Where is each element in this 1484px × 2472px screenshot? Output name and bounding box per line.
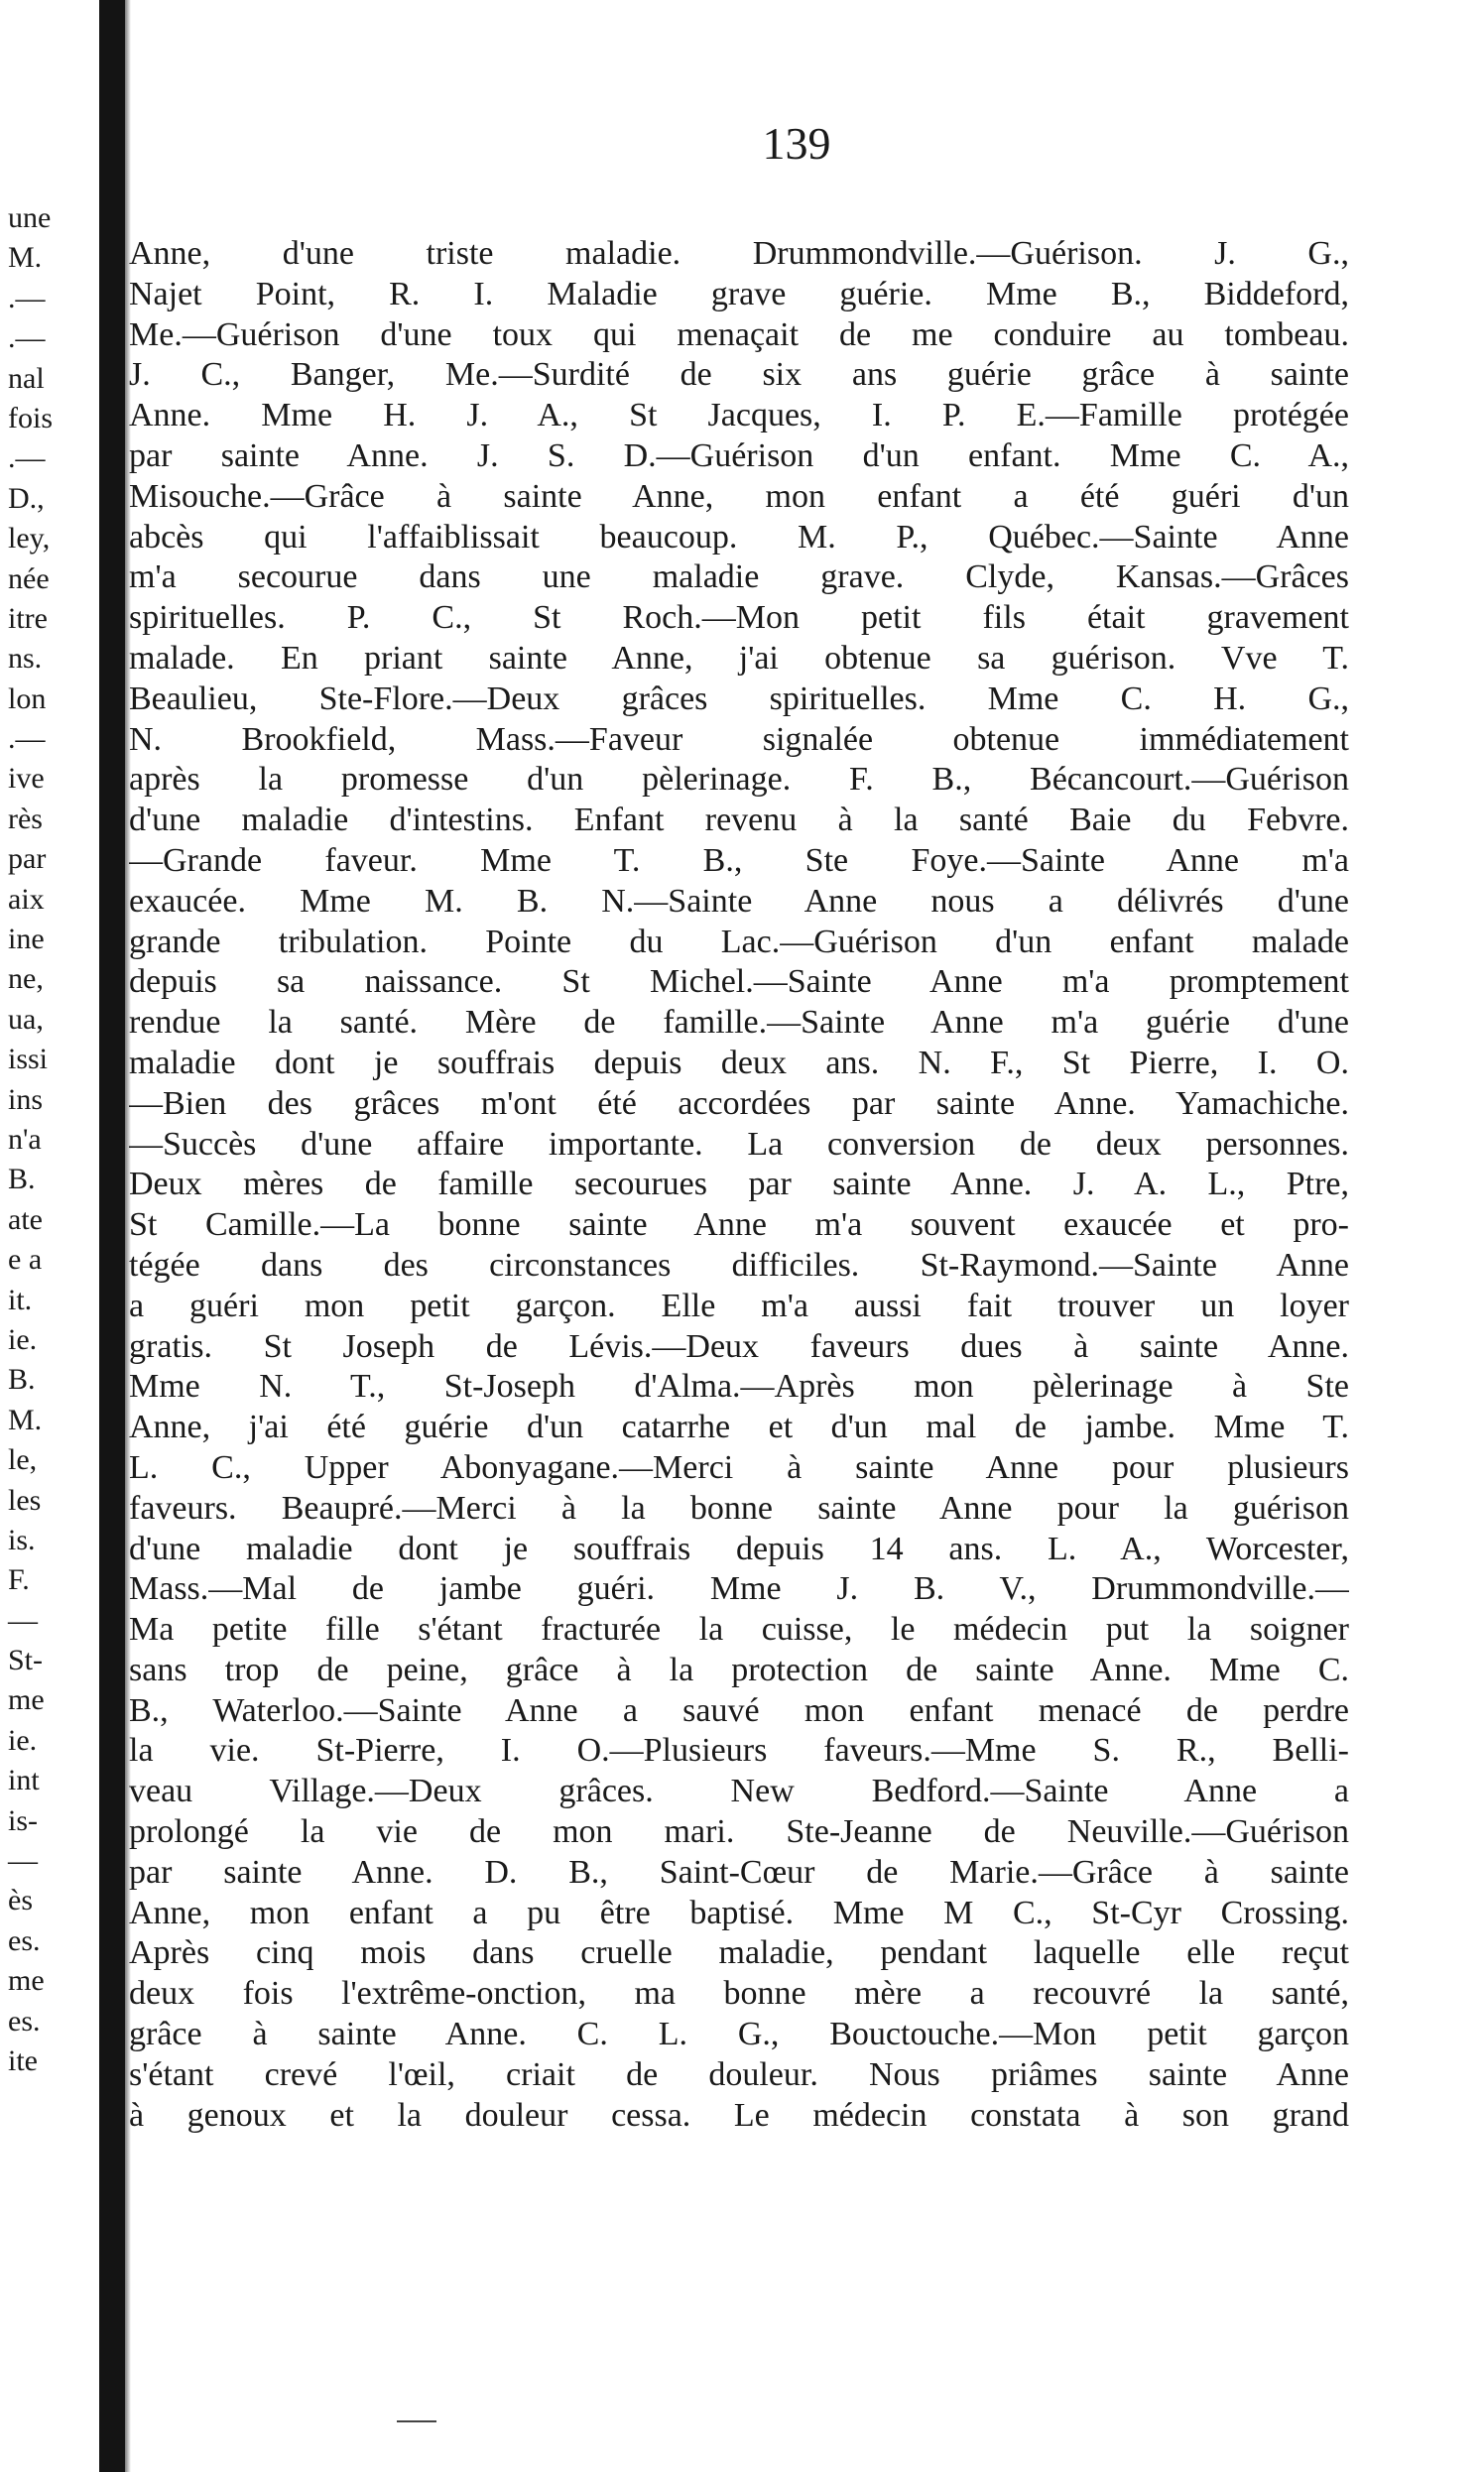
margin-fragment: — bbox=[8, 1603, 38, 1637]
text-line: Beaulieu, Ste-Flore.—Deux grâces spirituelles. Mme C. H. G., bbox=[129, 680, 1349, 717]
margin-fragment: fois bbox=[8, 401, 53, 434]
text-line: Anne, mon enfant a pu être baptisé. Mme M C., St-Cyr Crossing. bbox=[129, 1894, 1349, 1931]
text-line: J. C., Banger, Me.—Surdité de six ans guérie grâce à sainte bbox=[129, 356, 1349, 394]
margin-fragment: ns. bbox=[8, 642, 43, 676]
text-line: à genoux et la douleur cessa. Le médecin constata à son grand bbox=[129, 2096, 1349, 2134]
margin-fragment: .— bbox=[8, 281, 46, 314]
text-column bbox=[129, 234, 1349, 2136]
text-line: veau Village.—Deux grâces. New Bedford.—Sainte Anne a bbox=[129, 1773, 1349, 1810]
text-line: Misouche.—Grâce à sainte Anne, mon enfant a été guéri d'un bbox=[129, 477, 1349, 515]
text-line: exaucée. Mme M. B. N.—Sainte Anne nous a délivrés d'une bbox=[129, 882, 1349, 920]
text-line: s'étant crevé l'œil, criait de douleur. Nous priâmes sainte Anne bbox=[129, 2055, 1349, 2093]
text-line: Mass.—Mal de jambe guéri. Mme J. B. V., Drummondville.— bbox=[129, 1570, 1349, 1608]
margin-fragment: née bbox=[8, 561, 50, 595]
margin-fragment: ua, bbox=[8, 1002, 44, 1036]
margin-fragment: par bbox=[8, 842, 47, 876]
text-line: Anne, j'ai été guérie d'un catarrhe et d'un mal de jambe. Mme T. bbox=[129, 1409, 1349, 1446]
margin-fragment: ive bbox=[8, 762, 45, 796]
margin-fragment: une bbox=[8, 201, 52, 234]
margin-fragment: int bbox=[8, 1764, 40, 1797]
text-line: L. C., Upper Abonyagane.—Merci à sainte Anne pour plusieurs bbox=[129, 1448, 1349, 1486]
text-line: —Bien des grâces m'ont été accordées par sainte Anne. Yamachiche. bbox=[129, 1084, 1349, 1122]
text-line: depuis sa naissance. St Michel.—Sainte Anne m'a promptement bbox=[129, 963, 1349, 1001]
margin-fragment: is- bbox=[8, 1803, 38, 1837]
margin-fragment: les bbox=[8, 1483, 42, 1517]
margin-fragment: is. bbox=[8, 1523, 36, 1556]
text-line: Najet Point, R. I. Maladie grave guérie. Mme B., Biddeford, bbox=[129, 275, 1349, 312]
text-line: B., Waterloo.—Sainte Anne a sauvé mon enfant menacé de perdre bbox=[129, 1691, 1349, 1729]
left-margin-text bbox=[0, 198, 89, 2081]
text-line: Mme N. T., St-Joseph d'Alma.—Après mon pèlerinage à Ste bbox=[129, 1368, 1349, 1406]
margin-fragment: ate bbox=[8, 1202, 43, 1236]
text-line: deux fois l'extrême-onction, ma bonne mère a recouvré la santé, bbox=[129, 1975, 1349, 2013]
margin-fragment: F. bbox=[8, 1563, 30, 1597]
margin-fragment: ne, bbox=[8, 962, 44, 996]
margin-fragment: lon bbox=[8, 681, 47, 715]
footer-mark bbox=[397, 2420, 436, 2422]
margin-fragment: es. bbox=[8, 1923, 41, 1957]
text-line: d'une maladie d'intestins. Enfant revenu à la santé Baie du Febvre. bbox=[129, 802, 1349, 839]
margin-fragment: ley, bbox=[8, 522, 51, 556]
margin-fragment: .— bbox=[8, 321, 46, 355]
margin-fragment: issi bbox=[8, 1043, 49, 1076]
margin-fragment: aix bbox=[8, 882, 45, 916]
margin-fragment: ie. bbox=[8, 1322, 38, 1356]
text-line: Ma petite fille s'étant fracturée la cuisse, le médecin put la soigner bbox=[129, 1611, 1349, 1649]
text-line: par sainte Anne. D. B., Saint-Cœur de Marie.—Grâce à sainte bbox=[129, 1853, 1349, 1891]
text-line: —Grande faveur. Mme T. B., Ste Foye.—Sainte Anne m'a bbox=[129, 841, 1349, 879]
margin-fragment: ie. bbox=[8, 1723, 38, 1757]
text-line: tégée dans des circonstances difficiles. St-Raymond.—Sainte Anne bbox=[129, 1246, 1349, 1284]
text-line: —Succès d'une affaire importante. La conversion de deux personnes. bbox=[129, 1125, 1349, 1163]
page-number: 139 bbox=[762, 118, 831, 169]
text-line: après la promesse d'un pèlerinage. F. B., Bécancourt.—Guérison bbox=[129, 761, 1349, 799]
margin-fragment: rès bbox=[8, 802, 43, 835]
text-line: malade. En priant sainte Anne, j'ai obtenue sa guérison. Vve T. bbox=[129, 639, 1349, 677]
margin-fragment: B. bbox=[8, 1363, 36, 1397]
margin-fragment: it. bbox=[8, 1283, 33, 1316]
margin-fragment: e a bbox=[8, 1243, 43, 1277]
margin-fragment: le, bbox=[8, 1443, 38, 1477]
book-gutter bbox=[99, 0, 125, 2472]
margin-fragment: — bbox=[8, 1844, 38, 1878]
margin-fragment: M. bbox=[8, 241, 43, 275]
margin-fragment: B. bbox=[8, 1163, 36, 1196]
margin-fragment: M. bbox=[8, 1403, 43, 1436]
text-line: grâce à sainte Anne. C. L. G., Bouctouche.—Mon petit garçon bbox=[129, 2016, 1349, 2053]
text-line: par sainte Anne. J. S. D.—Guérison d'un enfant. Mme C. A., bbox=[129, 436, 1349, 474]
text-line: d'une maladie dont je souffrais depuis 14 ans. L. A., Worcester, bbox=[129, 1530, 1349, 1567]
margin-fragment: me bbox=[8, 1964, 45, 1998]
text-line: gratis. St Joseph de Lévis.—Deux faveurs dues à sainte Anne. bbox=[129, 1327, 1349, 1365]
text-line: St Camille.—La bonne sainte Anne m'a souvent exaucée et pro- bbox=[129, 1206, 1349, 1244]
margin-fragment: itre bbox=[8, 601, 48, 635]
margin-fragment: .— bbox=[8, 722, 46, 756]
margin-fragment: ès bbox=[8, 1884, 33, 1917]
margin-fragment: ine bbox=[8, 923, 45, 956]
text-line: m'a secourue dans une maladie grave. Clyde, Kansas.—Grâces bbox=[129, 558, 1349, 596]
margin-fragment: n'a bbox=[8, 1122, 42, 1156]
margin-fragment: ite bbox=[8, 2043, 38, 2077]
text-line: Anne. Mme H. J. A., St Jacques, I. P. E.—Famille protégée bbox=[129, 397, 1349, 434]
margin-fragment: St- bbox=[8, 1644, 44, 1677]
text-line: Deux mères de famille secourues par sainte Anne. J. A. L., Ptre, bbox=[129, 1166, 1349, 1203]
margin-fragment: me bbox=[8, 1683, 45, 1717]
text-line: N. Brookfield, Mass.—Faveur signalée obtenue immédiatement bbox=[129, 720, 1349, 758]
text-line: prolongé la vie de mon mari. Ste-Jeanne de Neuville.—Guérison bbox=[129, 1813, 1349, 1851]
text-line: Anne, d'une triste maladie. Drummondville.—Guérison. J. G., bbox=[129, 235, 1349, 272]
margin-fragment: nal bbox=[8, 361, 45, 395]
text-line: rendue la santé. Mère de famille.—Sainte Anne m'a guérie d'une bbox=[129, 1004, 1349, 1042]
text-line: faveurs. Beaupré.—Merci à la bonne sainte Anne pour la guérison bbox=[129, 1489, 1349, 1527]
text-line: abcès qui l'affaiblissait beaucoup. M. P., Québec.—Sainte Anne bbox=[129, 518, 1349, 556]
text-line: grande tribulation. Pointe du Lac.—Guérison d'un enfant malade bbox=[129, 923, 1349, 960]
margin-fragment: es. bbox=[8, 2004, 41, 2038]
margin-fragment: .— bbox=[8, 441, 46, 475]
margin-fragment: D., bbox=[8, 481, 45, 515]
text-line: a guéri mon petit garçon. Elle m'a aussi fait trouver un loyer bbox=[129, 1287, 1349, 1324]
text-line: spirituelles. P. C., St Roch.—Mon petit fils était gravement bbox=[129, 599, 1349, 637]
text-line: Me.—Guérison d'une toux qui menaçait de me conduire au tombeau. bbox=[129, 315, 1349, 353]
text-line: Après cinq mois dans cruelle maladie, pendant laquelle elle reçut bbox=[129, 1934, 1349, 1972]
text-line: la vie. St-Pierre, I. O.—Plusieurs faveurs.—Mme S. R., Belli- bbox=[129, 1732, 1349, 1770]
margin-fragment: ins bbox=[8, 1082, 44, 1116]
text-line: maladie dont je souffrais depuis deux ans. N. F., St Pierre, I. O. bbox=[129, 1044, 1349, 1081]
text-line: sans trop de peine, grâce à la protection de sainte Anne. Mme C. bbox=[129, 1651, 1349, 1688]
